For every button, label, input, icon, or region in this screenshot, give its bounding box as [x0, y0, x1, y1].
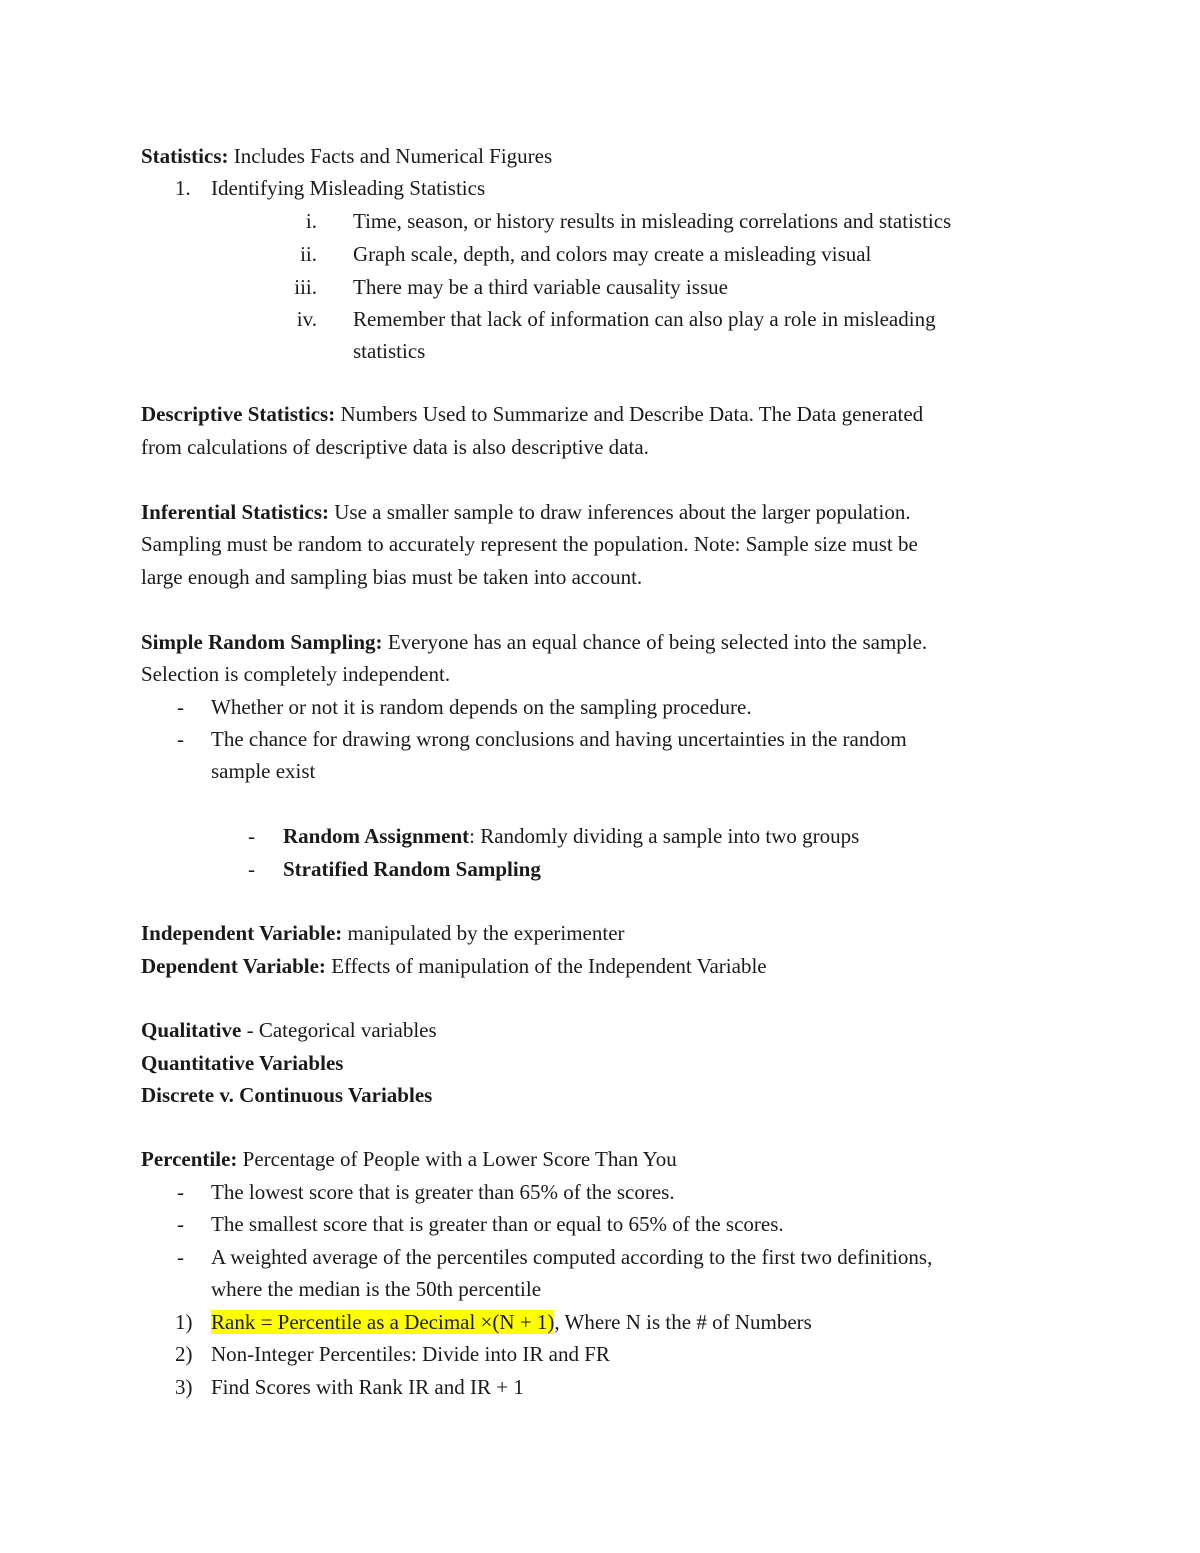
percentile-heading	[141, 1145, 677, 1173]
simple-random-label: Simple Random Sampling:	[141, 630, 383, 654]
descriptive-label: Descriptive Statistics:	[141, 402, 336, 426]
rank-formula-text: , Where N is the # of Numbers	[554, 1310, 812, 1334]
simple-random-text: Everyone has an equal chance of being selected into the sample.	[382, 630, 928, 654]
bullet-marker: -	[177, 1180, 184, 1204]
roman-marker: iii.	[294, 275, 317, 299]
list-item: Time, season, or history results in misleading correlations and statistics	[353, 209, 952, 233]
statistics-text: Includes Facts and Numerical Figures	[228, 144, 553, 168]
dependent-variable-line	[141, 952, 767, 980]
inferential-text: Use a smaller sample to draw inferences about the larger population.	[329, 500, 911, 524]
bullet-marker: -	[177, 695, 184, 719]
bullet-marker: -	[248, 857, 255, 881]
list-item: The chance for drawing wrong conclusions and having uncertainties in the random	[211, 727, 907, 751]
independent-label: Independent Variable:	[141, 921, 343, 945]
statistics-label: Statistics:	[141, 144, 229, 168]
list-item-continuation: statistics	[353, 339, 426, 363]
roman-marker: iv.	[296, 307, 317, 331]
dependent-label: Dependent Variable:	[141, 954, 326, 978]
qualitative-label: Qualitative	[141, 1018, 242, 1042]
bullet-marker: -	[177, 727, 184, 751]
descriptive-text: Numbers Used to Summarize and Describe Data. The Data generated	[335, 402, 924, 426]
independent-variable-line	[141, 919, 625, 947]
list-item-continuation: where the median is the 50th percentile	[211, 1277, 542, 1301]
rank-formula-highlight: Rank = Percentile as a Decimal ×(N + 1)	[211, 1310, 555, 1334]
descriptive-paragraph	[141, 400, 923, 428]
percentile-text: Percentage of People with a Lower Score Than You	[237, 1147, 677, 1171]
bullet-marker: -	[248, 824, 255, 848]
statistics-heading	[141, 142, 552, 170]
descriptive-line-2: from calculations of descriptive data is also descriptive data.	[141, 435, 649, 459]
qualitative-line	[141, 1016, 437, 1044]
step-marker: 2)	[175, 1342, 193, 1366]
roman-marker: i.	[305, 209, 317, 233]
independent-text: manipulated by the experimenter	[342, 921, 625, 945]
list-item	[283, 822, 859, 850]
qualitative-text: - Categorical variables	[241, 1018, 437, 1042]
list-item: Identifying Misleading Statistics	[211, 176, 486, 200]
simple-random-line-2: Selection is completely independent.	[141, 662, 451, 686]
bullet-marker: -	[177, 1245, 184, 1269]
list-item	[283, 855, 541, 883]
list-item: There may be a third variable causality issue	[353, 275, 728, 299]
percentile-label: Percentile:	[141, 1147, 238, 1171]
random-assignment-label: Random Assignment	[283, 824, 470, 848]
list-item: The lowest score that is greater than 65% of the scores.	[211, 1180, 675, 1204]
dependent-text: Effects of manipulation of the Independent Variable	[325, 954, 767, 978]
list-item: Whether or not it is random depends on the sampling procedure.	[211, 695, 752, 719]
random-assignment-text: : Randomly dividing a sample into two groups	[469, 824, 860, 848]
inferential-label: Inferential Statistics:	[141, 500, 330, 524]
list-item: Non-Integer Percentiles: Divide into IR and FR	[211, 1342, 610, 1366]
list-item: The smallest score that is greater than or equal to 65% of the scores.	[211, 1212, 784, 1236]
list-item: Find Scores with Rank IR and IR + 1	[211, 1375, 524, 1399]
list-item: Graph scale, depth, and colors may create a misleading visual	[353, 242, 872, 266]
step-marker: 1)	[175, 1310, 193, 1334]
stratified-sampling-label: Stratified Random Sampling	[283, 857, 541, 881]
list-item	[211, 1308, 812, 1336]
list-marker: 1.	[175, 176, 191, 200]
bullet-marker: -	[177, 1212, 184, 1236]
inferential-line-3: large enough and sampling bias must be taken into account.	[141, 565, 643, 589]
step-marker: 3)	[175, 1375, 193, 1399]
roman-marker: ii.	[300, 242, 317, 266]
list-item-continuation: sample exist	[211, 759, 316, 783]
inferential-paragraph	[141, 498, 911, 526]
list-item: Remember that lack of information can also play a role in misleading	[353, 307, 936, 331]
discrete-continuous-line: Discrete v. Continuous Variables	[141, 1083, 433, 1107]
list-item: A weighted average of the percentiles computed according to the first two definitions,	[211, 1245, 933, 1269]
quantitative-line: Quantitative Variables	[141, 1051, 344, 1075]
inferential-line-2: Sampling must be random to accurately represent the population. Note: Sample size must be	[141, 532, 918, 556]
simple-random-paragraph	[141, 628, 927, 656]
